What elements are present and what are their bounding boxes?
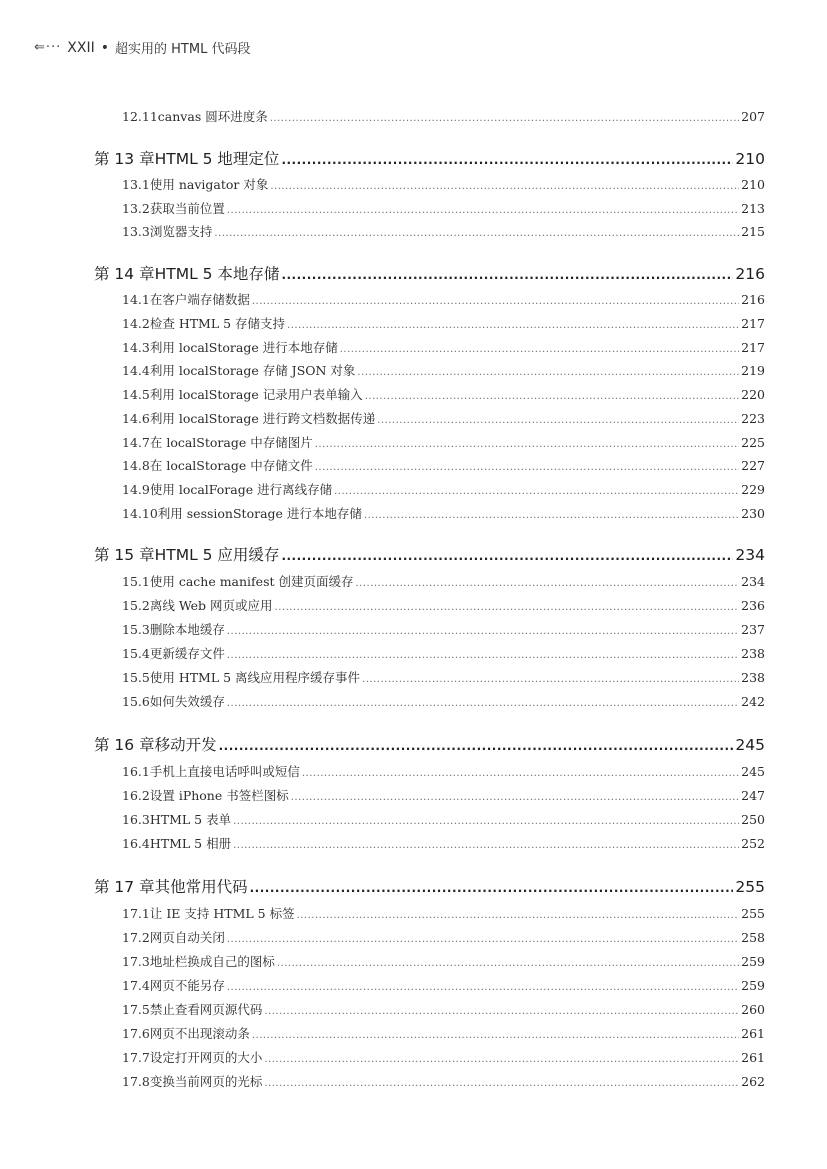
section-title: 利用 sessionStorage 进行本地存储 bbox=[157, 506, 362, 521]
section-number: 15.5 bbox=[122, 670, 150, 685]
toc-section-14-9[interactable] bbox=[122, 480, 765, 498]
section-title: 在 localStorage 中存储文件 bbox=[149, 458, 313, 473]
dot-leader bbox=[291, 792, 739, 803]
section-title: 离线 Web 网页或应用 bbox=[149, 598, 273, 613]
section-page: 207 bbox=[741, 109, 765, 124]
dot-leader bbox=[227, 698, 739, 709]
section-page: 245 bbox=[741, 764, 765, 779]
section-title: canvas 圆环进度条 bbox=[157, 109, 268, 124]
chapter-title: HTML 5 地理定位 bbox=[154, 150, 280, 168]
section-page: 216 bbox=[741, 292, 765, 307]
section-title: 使用 cache manifest 创建页面缓存 bbox=[149, 574, 354, 589]
section-number: 14.3 bbox=[122, 340, 150, 355]
chapter-page: 234 bbox=[735, 546, 765, 564]
toc-section-14-3[interactable] bbox=[122, 338, 765, 356]
chapter-number: 第 16 章 bbox=[94, 736, 155, 754]
chapter-number: 第 17 章 bbox=[94, 878, 155, 896]
dot-leader bbox=[227, 650, 739, 661]
section-title: 更新缓存文件 bbox=[149, 646, 225, 661]
chapter-page: 210 bbox=[735, 150, 765, 168]
section-number: 14.8 bbox=[122, 458, 150, 473]
section-page: 220 bbox=[741, 387, 765, 402]
section-number: 13.2 bbox=[122, 201, 150, 216]
section-page: 217 bbox=[741, 316, 765, 331]
toc-section-13-2[interactable] bbox=[122, 199, 765, 217]
chapter-page: 216 bbox=[735, 265, 765, 283]
section-number: 13.1 bbox=[122, 177, 150, 192]
section-page: 229 bbox=[741, 482, 765, 497]
section-number: 15.1 bbox=[122, 574, 150, 589]
toc-section-14-8[interactable] bbox=[122, 456, 765, 474]
book-title: 超实用的 HTML 代码段 bbox=[115, 42, 251, 57]
section-number: 14.1 bbox=[122, 292, 150, 307]
dot-leader bbox=[270, 113, 739, 124]
dot-leader bbox=[281, 153, 733, 167]
chapter-number: 第 14 章 bbox=[94, 265, 155, 283]
section-title: 在 localStorage 中存储图片 bbox=[149, 435, 313, 450]
section-number: 16.4 bbox=[122, 836, 150, 851]
section-number: 17.5 bbox=[122, 1002, 150, 1017]
section-number: 15.2 bbox=[122, 598, 150, 613]
section-number: 14.6 bbox=[122, 411, 150, 426]
section-number: 17.1 bbox=[122, 906, 150, 921]
dot-leader bbox=[227, 626, 739, 637]
page-number: XXII bbox=[67, 39, 95, 56]
toc-section-15-2[interactable] bbox=[122, 596, 765, 614]
dot-leader bbox=[297, 910, 740, 921]
section-page: 261 bbox=[741, 1050, 765, 1065]
separator-dot: • bbox=[100, 39, 110, 56]
section-page: 219 bbox=[741, 363, 765, 378]
dot-leader bbox=[287, 320, 739, 331]
dot-leader bbox=[275, 602, 740, 613]
dot-leader bbox=[315, 462, 739, 473]
dot-leader bbox=[227, 982, 739, 993]
toc-chapter-17[interactable] bbox=[94, 875, 765, 897]
section-number: 14.5 bbox=[122, 387, 150, 402]
section-page: 259 bbox=[741, 978, 765, 993]
toc-section-15-5[interactable] bbox=[122, 668, 765, 686]
section-number: 14.7 bbox=[122, 435, 150, 450]
dot-leader bbox=[364, 510, 739, 521]
toc-section-16-4[interactable] bbox=[122, 834, 765, 852]
section-number: 17.8 bbox=[122, 1074, 150, 1089]
section-number: 14.10 bbox=[122, 506, 158, 521]
toc-section-12-11[interactable] bbox=[122, 107, 765, 125]
dot-leader bbox=[365, 391, 739, 402]
chapter-title: HTML 5 本地存储 bbox=[154, 265, 280, 283]
section-page: 258 bbox=[741, 930, 765, 945]
dot-leader bbox=[219, 739, 734, 753]
toc-section-16-1[interactable] bbox=[122, 762, 765, 780]
section-title: 浏览器支持 bbox=[149, 224, 213, 239]
toc-section-14-7[interactable] bbox=[122, 433, 765, 451]
toc-section-17-1[interactable] bbox=[122, 904, 765, 922]
section-page: 250 bbox=[741, 812, 765, 827]
section-title: 网页不能另存 bbox=[149, 978, 225, 993]
section-page: 227 bbox=[741, 458, 765, 473]
section-title: 手机上直接电话呼叫或短信 bbox=[149, 764, 300, 779]
toc-section-16-2[interactable] bbox=[122, 786, 765, 804]
section-page: 238 bbox=[741, 670, 765, 685]
chapter-title: 其他常用代码 bbox=[154, 878, 248, 896]
section-title: 设定打开网页的大小 bbox=[149, 1050, 263, 1065]
section-title: 利用 localStorage 进行跨文档数据传递 bbox=[149, 411, 376, 426]
section-number: 17.7 bbox=[122, 1050, 150, 1065]
section-number: 12.11 bbox=[122, 109, 158, 124]
section-title: 使用 HTML 5 离线应用程序缓存事件 bbox=[149, 670, 361, 685]
section-number: 14.4 bbox=[122, 363, 150, 378]
dot-leader bbox=[340, 344, 739, 355]
section-page: 252 bbox=[741, 836, 765, 851]
section-title: 设置 iPhone 书签栏图标 bbox=[149, 788, 289, 803]
section-title: 禁止查看网页源代码 bbox=[149, 1002, 263, 1017]
section-number: 16.1 bbox=[122, 764, 150, 779]
toc-section-15-4[interactable] bbox=[122, 644, 765, 662]
dot-leader bbox=[302, 768, 739, 779]
section-page: 223 bbox=[741, 411, 765, 426]
section-number: 15.4 bbox=[122, 646, 150, 661]
chapter-title: HTML 5 应用缓存 bbox=[154, 546, 280, 564]
toc-section-15-6[interactable] bbox=[122, 692, 765, 710]
section-number: 13.3 bbox=[122, 224, 150, 239]
chapter-number: 第 13 章 bbox=[94, 150, 155, 168]
dot-leader bbox=[214, 228, 739, 239]
dot-leader bbox=[252, 296, 739, 307]
toc-chapter-15[interactable] bbox=[94, 543, 765, 565]
section-number: 14.2 bbox=[122, 316, 150, 331]
section-page: 238 bbox=[741, 646, 765, 661]
section-title: 删除本地缓存 bbox=[149, 622, 225, 637]
section-page: 260 bbox=[741, 1002, 765, 1017]
section-number: 17.4 bbox=[122, 978, 150, 993]
section-title: 使用 localForage 进行离线存储 bbox=[149, 482, 333, 497]
dot-leader bbox=[377, 415, 739, 426]
section-number: 15.3 bbox=[122, 622, 150, 637]
dot-leader bbox=[357, 367, 739, 378]
section-number: 16.2 bbox=[122, 788, 150, 803]
section-title: 获取当前位置 bbox=[149, 201, 225, 216]
toc-chapter-16[interactable] bbox=[94, 733, 765, 755]
toc-section-14-5[interactable] bbox=[122, 385, 765, 403]
section-number: 17.3 bbox=[122, 954, 150, 969]
section-title: 利用 localStorage 记录用户表单输入 bbox=[149, 387, 363, 402]
dot-leader bbox=[362, 674, 739, 685]
back-arrow-icon: ⇐··· bbox=[34, 40, 62, 55]
section-page: 255 bbox=[741, 906, 765, 921]
section-title: 检查 HTML 5 存储支持 bbox=[149, 316, 286, 331]
section-page: 210 bbox=[741, 177, 765, 192]
section-title: 让 IE 支持 HTML 5 标签 bbox=[149, 906, 295, 921]
section-title: 利用 localStorage 进行本地存储 bbox=[149, 340, 338, 355]
toc-section-15-1[interactable] bbox=[122, 572, 765, 590]
section-page: 213 bbox=[741, 201, 765, 216]
section-number: 14.9 bbox=[122, 482, 150, 497]
dot-leader bbox=[334, 486, 739, 497]
section-title: 变换当前网页的光标 bbox=[149, 1074, 263, 1089]
toc-section-13-1[interactable] bbox=[122, 175, 765, 193]
dot-leader bbox=[252, 1030, 739, 1041]
section-page: 261 bbox=[741, 1026, 765, 1041]
section-title: 使用 navigator 对象 bbox=[149, 177, 269, 192]
dot-leader bbox=[227, 205, 739, 216]
chapter-number: 第 15 章 bbox=[94, 546, 155, 564]
dot-leader bbox=[281, 268, 733, 282]
toc-chapter-13[interactable] bbox=[94, 147, 765, 169]
toc-section-14-6[interactable] bbox=[122, 409, 765, 427]
running-head bbox=[34, 38, 250, 57]
toc-section-14-2[interactable] bbox=[122, 314, 765, 332]
dot-leader bbox=[264, 1078, 739, 1089]
section-title: 如何失效缓存 bbox=[149, 694, 225, 709]
toc-section-17-4[interactable] bbox=[122, 976, 765, 994]
dot-leader bbox=[227, 934, 739, 945]
section-title: 在客户端存储数据 bbox=[149, 292, 250, 307]
dot-leader bbox=[233, 816, 739, 827]
section-page: 237 bbox=[741, 622, 765, 637]
dot-leader bbox=[355, 578, 739, 589]
section-page: 259 bbox=[741, 954, 765, 969]
section-page: 234 bbox=[741, 574, 765, 589]
dot-leader bbox=[250, 881, 734, 895]
section-number: 15.6 bbox=[122, 694, 150, 709]
section-page: 262 bbox=[741, 1074, 765, 1089]
section-page: 242 bbox=[741, 694, 765, 709]
dot-leader bbox=[233, 840, 739, 851]
chapter-page: 255 bbox=[735, 878, 765, 896]
toc-section-17-6[interactable] bbox=[122, 1024, 765, 1042]
section-title: HTML 5 表单 bbox=[149, 812, 232, 827]
section-number: 17.2 bbox=[122, 930, 150, 945]
section-page: 230 bbox=[741, 506, 765, 521]
toc-section-17-2[interactable] bbox=[122, 928, 765, 946]
section-title: HTML 5 相册 bbox=[149, 836, 232, 851]
dot-leader bbox=[264, 1054, 739, 1065]
section-title: 利用 localStorage 存储 JSON 对象 bbox=[149, 363, 356, 378]
dot-leader bbox=[264, 1006, 739, 1017]
toc-section-15-3[interactable] bbox=[122, 620, 765, 638]
chapter-page: 245 bbox=[735, 736, 765, 754]
dot-leader bbox=[270, 181, 739, 192]
chapter-title: 移动开发 bbox=[154, 736, 217, 754]
dot-leader bbox=[315, 439, 739, 450]
section-title: 地址栏换成自己的图标 bbox=[149, 954, 275, 969]
toc-chapter-14[interactable] bbox=[94, 262, 765, 284]
section-page: 236 bbox=[741, 598, 765, 613]
toc-section-17-7[interactable] bbox=[122, 1048, 765, 1066]
toc-section-17-8[interactable] bbox=[122, 1072, 765, 1090]
section-title: 网页自动关闭 bbox=[149, 930, 225, 945]
section-number: 16.3 bbox=[122, 812, 150, 827]
toc-section-14-4[interactable] bbox=[122, 361, 765, 379]
section-page: 215 bbox=[741, 224, 765, 239]
section-title: 网页不出现滚动条 bbox=[149, 1026, 250, 1041]
toc-section-17-5[interactable] bbox=[122, 1000, 765, 1018]
toc-section-13-3[interactable] bbox=[122, 222, 765, 240]
section-page: 247 bbox=[741, 788, 765, 803]
dot-leader bbox=[281, 549, 733, 563]
toc-section-14-10[interactable] bbox=[122, 504, 765, 522]
toc-section-16-3[interactable] bbox=[122, 810, 765, 828]
toc-section-17-3[interactable] bbox=[122, 952, 765, 970]
toc-section-14-1[interactable] bbox=[122, 290, 765, 308]
dot-leader bbox=[277, 958, 739, 969]
section-number: 17.6 bbox=[122, 1026, 150, 1041]
section-page: 225 bbox=[741, 435, 765, 450]
section-page: 217 bbox=[741, 340, 765, 355]
